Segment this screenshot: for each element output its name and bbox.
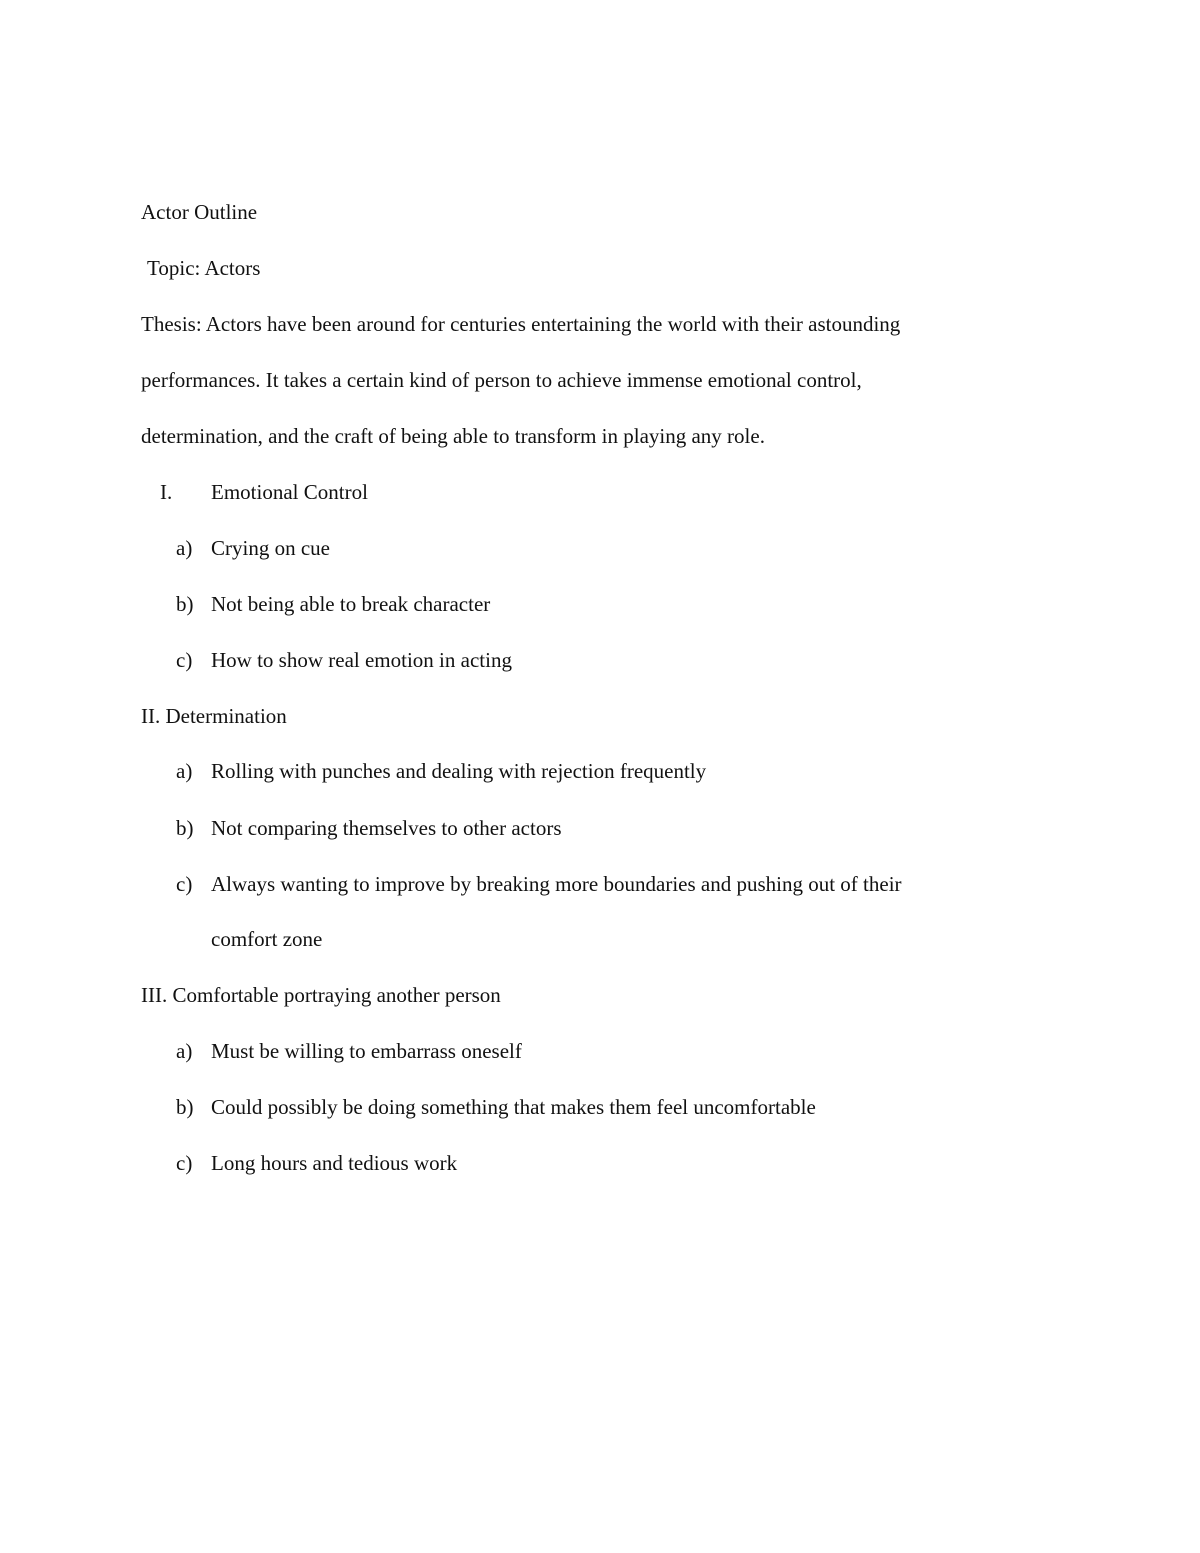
- section-3-heading: III. Comfortable portraying another person: [141, 983, 501, 1007]
- list-marker: c): [176, 872, 193, 896]
- list-marker: b): [176, 816, 194, 840]
- list-marker: a): [176, 759, 193, 783]
- topic-line: Topic: Actors: [147, 256, 261, 280]
- section-1-numeral: I.: [160, 480, 173, 504]
- list-marker: a): [176, 1039, 193, 1063]
- list-marker: a): [176, 536, 193, 560]
- thesis-line-1: Thesis: Actors have been around for centuries entertaining the world with their astounding: [141, 312, 901, 336]
- list-item: Long hours and tedious work: [211, 1151, 458, 1175]
- list-item: Always wanting to improve by breaking more boundaries and pushing out of their: [211, 872, 902, 896]
- thesis-line-2: performances. It takes a certain kind of person to achieve immense emotional control,: [141, 368, 862, 392]
- list-marker: c): [176, 1151, 193, 1175]
- list-item-continuation: comfort zone: [211, 927, 323, 951]
- list-item: Must be willing to embarrass oneself: [211, 1039, 522, 1063]
- list-item: Not comparing themselves to other actors: [211, 816, 562, 840]
- thesis-line-3: determination, and the craft of being able to transform in playing any role.: [141, 424, 765, 448]
- list-item: Could possibly be doing something that makes them feel uncomfortable: [211, 1095, 816, 1119]
- list-marker: c): [176, 648, 193, 672]
- list-marker: b): [176, 592, 194, 616]
- section-1-heading: Emotional Control: [211, 480, 368, 504]
- list-item: Crying on cue: [211, 536, 330, 560]
- section-2-heading: II. Determination: [141, 704, 287, 728]
- document-title: Actor Outline: [141, 200, 258, 224]
- list-marker: b): [176, 1095, 194, 1119]
- list-item: How to show real emotion in acting: [211, 648, 512, 672]
- list-item: Rolling with punches and dealing with rejection frequently: [211, 759, 707, 783]
- list-item: Not being able to break character: [211, 592, 491, 616]
